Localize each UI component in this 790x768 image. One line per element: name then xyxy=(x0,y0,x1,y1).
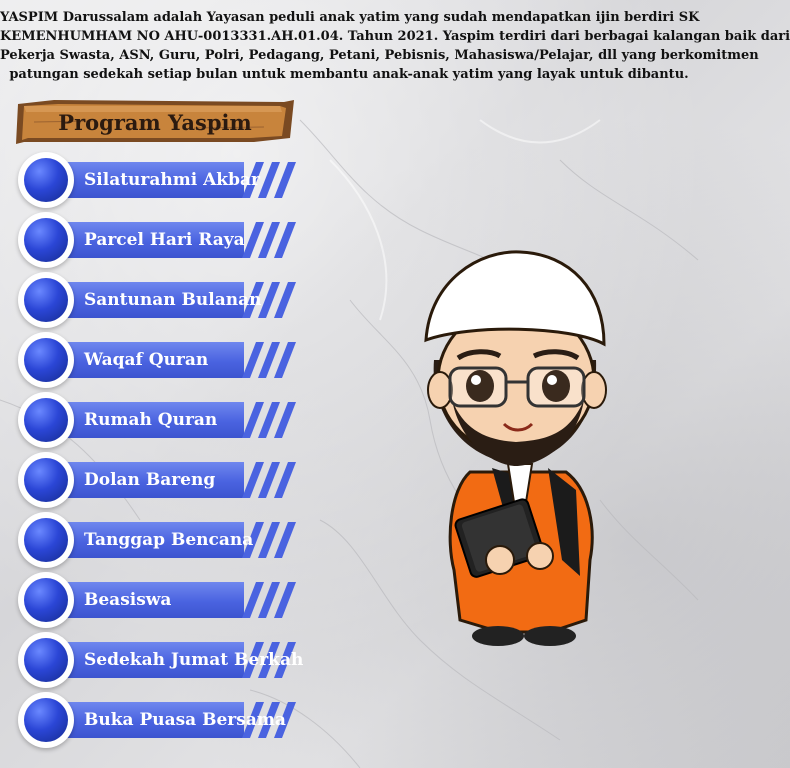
program-item[interactable] xyxy=(18,390,298,446)
program-label: Silaturahmi Akbar xyxy=(84,170,260,190)
program-label: Parcel Hari Raya xyxy=(84,230,245,250)
intro-line: KEMENHUMHAM NO AHU-0013331.AH.01.04. Tahun 2021. Yaspim terdiri dari berbagai kalangan baik dari xyxy=(0,29,790,44)
bullet-circle-icon xyxy=(18,512,74,568)
bullet-circle-icon xyxy=(18,272,74,328)
banner-title: Program Yaspim xyxy=(58,109,252,135)
program-label: Waqaf Quran xyxy=(84,350,209,370)
program-item[interactable] xyxy=(18,510,298,566)
bullet-circle-icon xyxy=(18,392,74,448)
program-label: Dolan Bareng xyxy=(84,470,216,490)
program-label: Santunan Bulanan xyxy=(84,290,262,310)
bullet-circle-icon xyxy=(18,332,74,388)
program-label: Sedekah Jumat Berkah xyxy=(84,650,304,670)
stripes-icon xyxy=(236,582,306,618)
program-item[interactable] xyxy=(18,270,298,326)
stripes-icon xyxy=(236,222,306,258)
program-label: Buka Puasa Bersama xyxy=(84,710,286,730)
intro-paragraph xyxy=(0,8,790,84)
program-item[interactable] xyxy=(18,570,298,626)
program-list xyxy=(18,150,308,750)
stripes-icon xyxy=(236,462,306,498)
stripes-icon xyxy=(236,402,306,438)
program-item[interactable] xyxy=(18,690,298,746)
program-label: Tanggap Bencana xyxy=(84,530,254,550)
program-banner xyxy=(14,98,296,146)
program-item[interactable] xyxy=(18,330,298,386)
bullet-circle-icon xyxy=(18,452,74,508)
program-label: Rumah Quran xyxy=(84,410,218,430)
program-item[interactable] xyxy=(18,150,298,206)
bullet-circle-icon xyxy=(18,152,74,208)
intro-line: YASPIM Darussalam adalah Yayasan peduli anak yatim yang sudah mendapatkan ijin berdiri SK xyxy=(0,10,700,25)
bullet-circle-icon xyxy=(18,632,74,688)
bullet-circle-icon xyxy=(18,212,74,268)
bullet-circle-icon xyxy=(18,572,74,628)
bullet-circle-icon xyxy=(18,692,74,748)
intro-line: patungan sedekah setiap bulan untuk membantu anak-anak yatim yang layak untuk dibantu. xyxy=(9,67,689,82)
program-item[interactable] xyxy=(18,210,298,266)
stripes-icon xyxy=(236,342,306,378)
program-item[interactable] xyxy=(18,630,304,686)
program-item[interactable] xyxy=(18,450,298,506)
intro-line: Pekerja Swasta, ASN, Guru, Polri, Pedagang, Petani, Pebisnis, Mahasiswa/Pelajar, dll yang berkomitmen xyxy=(0,48,759,63)
program-label: Beasiswa xyxy=(84,590,172,610)
ustadz-mascot-icon xyxy=(400,240,620,660)
